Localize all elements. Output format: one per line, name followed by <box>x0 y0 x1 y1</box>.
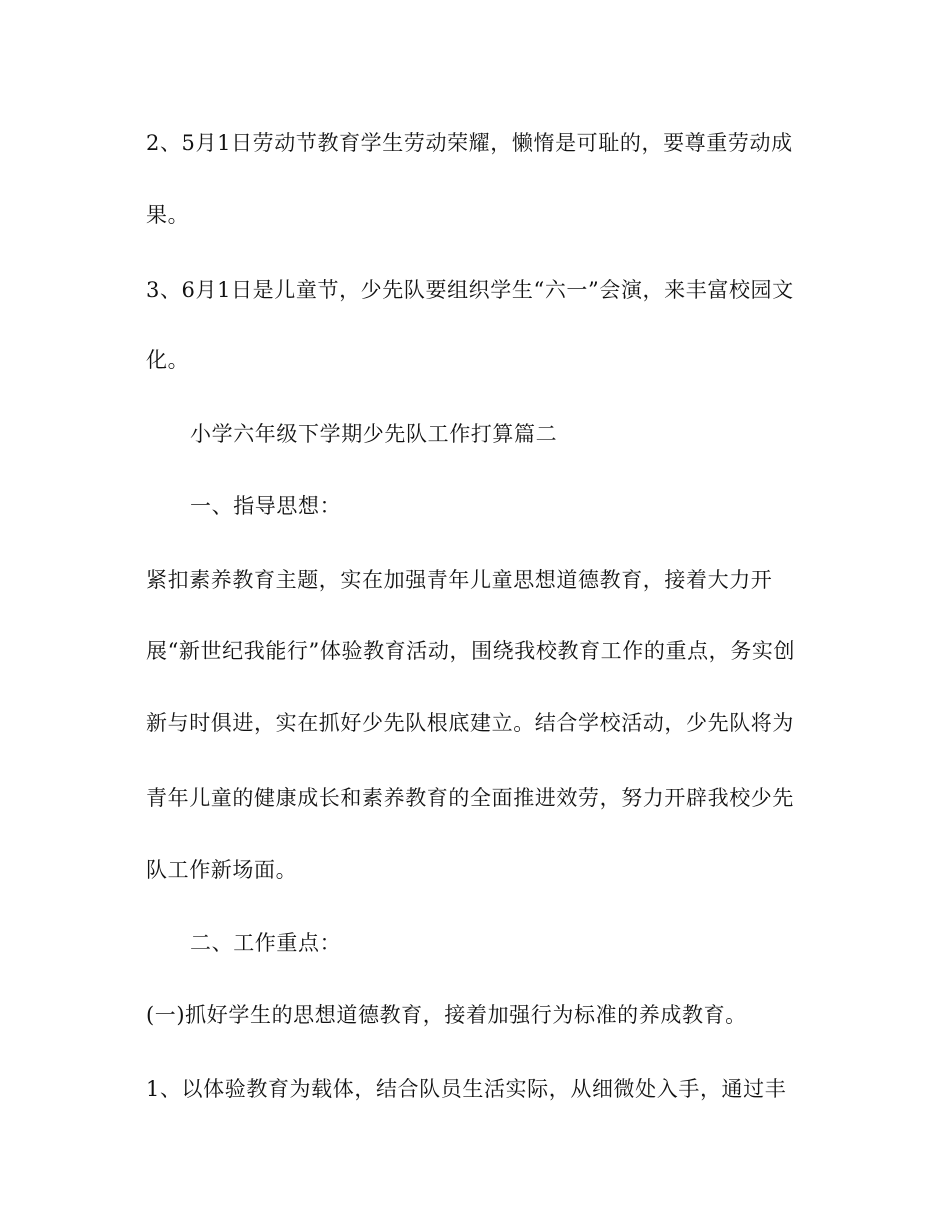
paragraph-line: 新与时俱进，实在抓好少先队根底建立。结合学校活动，少先队将为 <box>146 711 794 735</box>
paragraph-line: 青年儿童的健康成长和素养教育的全面推进效劳，努力开辟我校少先 <box>146 786 794 810</box>
section-title: 小学六年级下学期少先队工作打算篇二 <box>190 422 558 446</box>
paragraph-line: 3、6月1日是儿童节，少先队要组织学生“六一”会演，来丰富校园文 <box>146 278 794 302</box>
paragraph-line: 果。 <box>146 203 190 227</box>
paragraph-line: (一)抓好学生的思想道德教育，接着加强行为标准的养成教育。 <box>146 1003 747 1027</box>
paragraph-line: 2、5月1日劳动节教育学生劳动荣耀，懒惰是可耻的，要尊重劳动成 <box>146 131 793 155</box>
section-heading: 一、指导思想： <box>190 494 342 518</box>
paragraph-line: 展“新世纪我能行”体验教育活动，围绕我校教育工作的重点，务实创 <box>146 639 796 663</box>
paragraph-line: 化。 <box>146 348 190 372</box>
paragraph-line: 1、以体验教育为载体，结合队员生活实际，从细微处入手，通过丰 <box>146 1077 787 1101</box>
paragraph-line: 紧扣素养教育主题，实在加强青年儿童思想道德教育，接着大力开 <box>146 568 773 592</box>
paragraph-line: 队工作新场面。 <box>146 858 298 882</box>
section-heading: 二、工作重点： <box>190 931 342 955</box>
